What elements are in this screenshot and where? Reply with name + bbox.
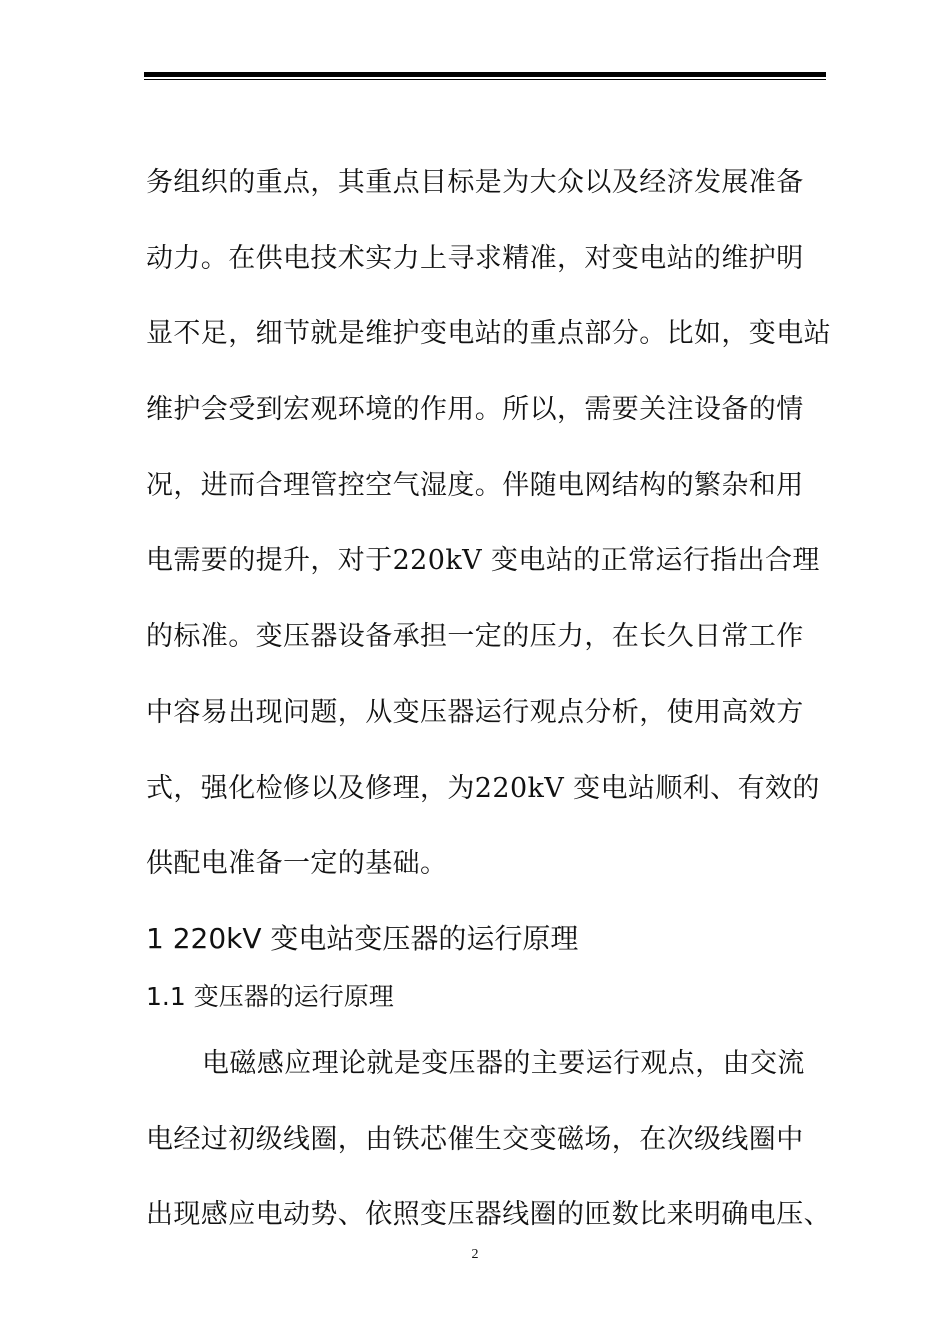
subsection-heading: 1.1 变压器的运行原理 [146, 981, 394, 1011]
paragraph-line: 维护会受到宏观环境的作用。所以，需要关注设备的情 [146, 394, 804, 426]
paragraph-line: 的标准。变压器设备承担一定的压力，在长久日常工作 [146, 621, 804, 653]
paragraph-line: 出现感应电动势、依照变压器线圈的匝数比来明确电压、 [146, 1199, 831, 1231]
section-heading: 1 220kV 变电站变压器的运行原理 [146, 921, 579, 955]
paragraph-line: 动力。在供电技术实力上寻求精准，对变电站的维护明 [146, 242, 804, 274]
paragraph-line: 况，进而合理管控空气湿度。伴随电网结构的繁杂和用 [146, 469, 804, 501]
paragraph-line: 显不足，细节就是维护变电站的重点部分。比如，变电站 [146, 318, 831, 350]
header-rule [144, 72, 826, 77]
paragraph-line: 电需要的提升，对于220kV 变电站的正常运行指出合理 [146, 545, 820, 577]
paragraph-operating-principle [146, 1026, 836, 1253]
paragraph-line: 式，强化检修以及修理，为220kV 变电站顺利、有效的 [146, 772, 820, 804]
header-rule-thin [144, 79, 826, 80]
page-content [146, 145, 836, 1253]
paragraph-line: 中容易出现问题，从变压器运行观点分析，使用高效方 [146, 696, 804, 728]
paragraph-intro-continued [146, 145, 836, 902]
paragraph-line: 供配电准备一定的基础。 [146, 848, 448, 880]
paragraph-line: 电经过初级线圈，由铁芯催生交变磁场，在次级线圈中 [146, 1123, 804, 1155]
paragraph-line: 电磁感应理论就是变压器的主要运行观点，由交流 [202, 1047, 805, 1079]
paragraph-line: 务组织的重点，其重点目标是为大众以及经济发展准备 [146, 167, 804, 198]
page-number: 2 [471, 1247, 479, 1262]
